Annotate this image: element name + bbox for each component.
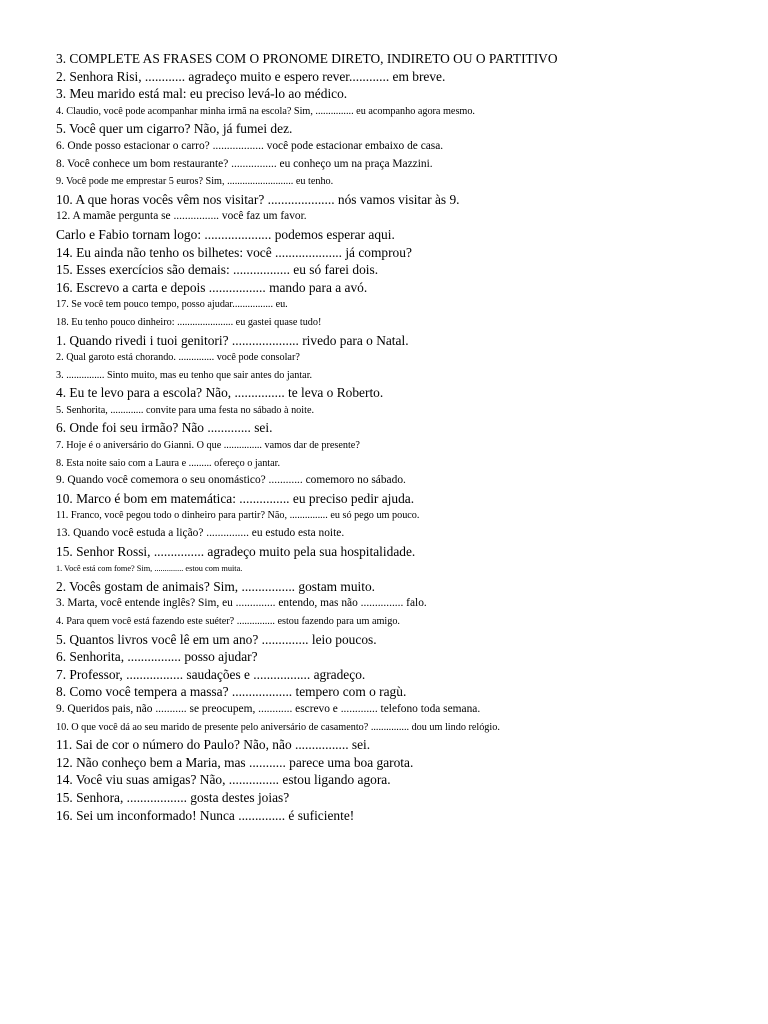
exercise-sentence: 18. Eu tenho pouco dinheiro: ...................... eu gastei quase tudo! xyxy=(56,316,322,328)
exercise-sentence: 13. Quando você estuda a lição? ............... eu estudo esta noite. xyxy=(56,527,345,540)
exercise-sentence: 10. A que horas vocês vêm nos visitar? .................... nós vamos visitar às 9. xyxy=(56,191,460,207)
exercise-sentence: 15. Esses exercícios são demais: ................. eu só farei dois. xyxy=(56,262,379,278)
exercise-sentence: 7. Professor, ................. saudações e ................. agradeço. xyxy=(56,666,366,682)
exercise-sentence: 11. Sai de cor o número do Paulo? Não, não ................ sei. xyxy=(56,737,371,753)
exercise-sentence: 12. A mamãe pergunta se ................ você faz um favor. xyxy=(56,210,307,223)
exercise-sentence: 6. Onde foi seu irmão? Não ............. sei. xyxy=(56,420,273,436)
exercise-sentence: 9. Você pode me emprestar 5 euros? Sim, .......................... eu tenho. xyxy=(56,176,334,188)
exercise-sentence: 1. Você está com fome? Sim, .............. estou com muita. xyxy=(56,564,243,574)
exercise-sentence: 7. Hoje é o aniversário do Gianni. O que ............... vamos dar de presente? xyxy=(56,440,360,452)
exercise-sentence: 15. Senhor Rossi, ............... agradeço muito pela sua hospitalidade. xyxy=(56,543,416,559)
exercise-sentence: 4. Eu te levo para a escola? Não, ............... te leva o Roberto. xyxy=(56,385,384,401)
exercise-sentence: 9. Queridos pais, não ........... se preocupem, ............ escrevo e ............. telefono toda semana. xyxy=(56,702,481,715)
exercise-sentence: 5. Você quer um cigarro? Não, já fumei dez. xyxy=(56,121,293,137)
exercise-sentence: 15. Senhora, .................. gosta destes joias? xyxy=(56,789,290,805)
exercise-sentence: 9. Quando você comemora o seu onomástico? ............ comemoro no sábado. xyxy=(56,474,406,487)
exercise-sentence: 8. Como você tempera a massa? .................. tempero com o ragù. xyxy=(56,684,407,700)
exercise-sentence: 10. Marco é bom em matemática: ............... eu preciso pedir ajuda. xyxy=(56,490,415,506)
exercise-sentence: 12. Não conheço bem a Maria, mas ........... parece uma boa garota. xyxy=(56,754,414,770)
exercise-sentence: 11. Franco, você pegou todo o dinheiro para partir? Não, ............... eu só pego um pouco. xyxy=(56,510,420,522)
exercise-sentence: 4. Para quem você está fazendo este suéter? ............... estou fazendo para um amigo. xyxy=(56,616,400,627)
exercise-sentence: 17. Se você tem pouco tempo, posso ajudar................ eu. xyxy=(56,299,288,311)
exercise-sentence: 6. Senhorita, ................ posso ajudar? xyxy=(56,649,258,665)
exercise-sentence: 1. Quando rivedi i tuoi genitori? .................... rivedo para o Natal. xyxy=(56,332,409,348)
exercise-sentence: 3. Marta, você entende inglês? Sim, eu .............. entendo, mas não ............... falo. xyxy=(56,597,427,610)
exercise-sentence: 14. Você viu suas amigas? Não, ............... estou ligando agora. xyxy=(56,772,391,788)
exercise-sheet xyxy=(56,50,756,824)
exercise-sentence: 5. Senhorita, ............. convite para uma festa no sábado à noite. xyxy=(56,404,315,416)
exercise-sentence: 2. Senhora Risi, ............ agradeço muito e espero rever............ em breve. xyxy=(56,68,446,84)
exercise-sentence: 16. Escrevo a carta e depois ................. mando para a avó. xyxy=(56,279,368,295)
exercise-sentence: 5. Quantos livros você lê em um ano? .............. leio poucos. xyxy=(56,631,377,647)
exercise-sentence: Carlo e Fabio tornam logo: .................... podemos esperar aqui. xyxy=(56,226,395,242)
exercise-sentence: 3. ............... Sinto muito, mas eu tenho que sair antes do jantar. xyxy=(56,369,313,381)
exercise-sentence: 2. Vocês gostam de animais? Sim, ................ gostam muito. xyxy=(56,578,376,594)
exercise-sentence: 8. Você conhece um bom restaurante? ................ eu conheço um na praça Mazzini. xyxy=(56,157,433,170)
exercise-sentence: 3. Meu marido está mal: eu preciso levá-lo ao médico. xyxy=(56,86,348,102)
exercise-sentence: 10. O que você dá ao seu marido de presente pelo aniversário de casamento? ............... dou um lindo relógio. xyxy=(56,721,500,733)
exercise-sentence: 8. Esta noite saio com a Laura e ......... ofereço o jantar. xyxy=(56,457,281,469)
exercise-sentence: 4. Claudio, você pode acompanhar minha irmã na escola? Sim, ............... eu acompanho agora mesmo. xyxy=(56,105,475,117)
exercise-sentence: 14. Eu ainda não tenho os bilhetes: você .................... já comprou? xyxy=(56,244,412,260)
exercise-title: 3. COMPLETE AS FRASES COM O PRONOME DIRETO, INDIRETO OU O PARTITIVO xyxy=(56,51,558,66)
exercise-sentence: 6. Onde posso estacionar o carro? .................. você pode estacionar embaixo de casa. xyxy=(56,139,444,152)
exercise-sentence: 16. Sei um inconformado! Nunca .............. é suficiente! xyxy=(56,807,355,823)
exercise-sentence: 2. Qual garoto está chorando. .............. você pode consolar? xyxy=(56,352,300,364)
